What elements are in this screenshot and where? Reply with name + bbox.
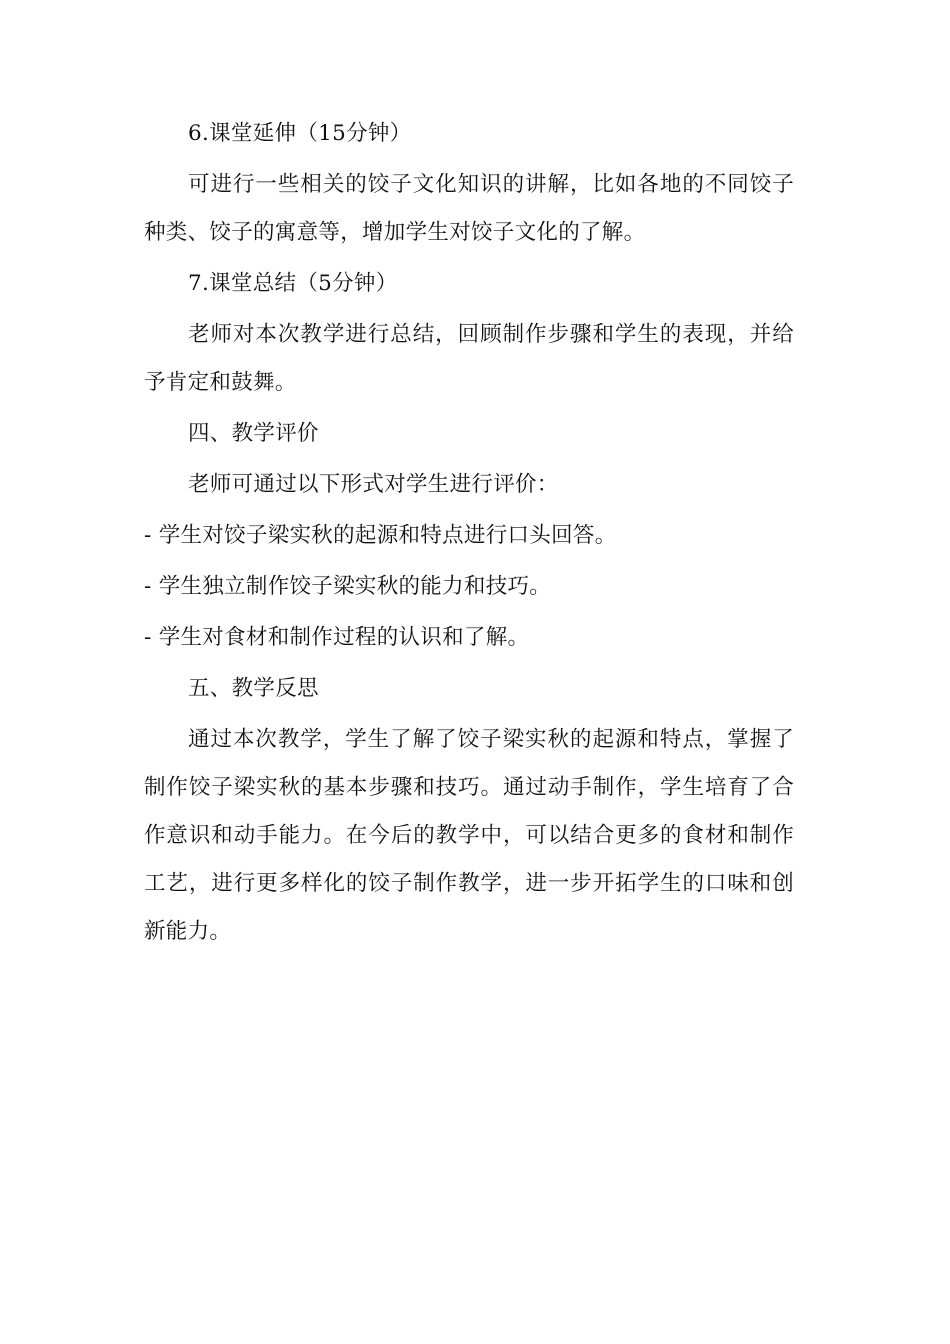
evaluation-item: - 学生独立制作饺子梁实秋的能力和技巧。 — [144, 574, 552, 599]
section6-heading: 6.课堂延伸（15分钟） — [188, 121, 412, 146]
section7-paragraph: 老师对本次教学进行总结，回顾制作步骤和学生的表现，并给予肯定和鼓舞。 — [144, 322, 794, 395]
section6-paragraph: 可进行一些相关的饺子文化知识的讲解，比如各地的不同饺子种类、饺子的寓意等，增加学生对饺子文化的了解。 — [144, 172, 794, 245]
section7-heading: 7.课堂总结（5分钟） — [188, 271, 398, 296]
reflection-paragraph: 通过本次教学，学生了解了饺子梁实秋的起源和特点，掌握了制作饺子梁实秋的基本步骤和技巧。通过动手制作，学生培育了合作意识和动手能力。在今后的教学中，可以结合更多的食材和制作工艺，进行更多样化的饺子制作教学，进一步开拓学生的口味和创新能力。 — [144, 727, 794, 944]
evaluation-item: - 学生对食材和制作过程的认识和了解。 — [144, 625, 530, 650]
document-body — [144, 110, 794, 956]
reflection-heading: 五、教学反思 — [188, 676, 319, 701]
evaluation-intro: 老师可通过以下形式对学生进行评价： — [188, 472, 559, 497]
evaluation-heading: 四、教学评价 — [188, 421, 319, 446]
evaluation-item: - 学生对饺子梁实秋的起源和特点进行口头回答。 — [144, 523, 617, 548]
